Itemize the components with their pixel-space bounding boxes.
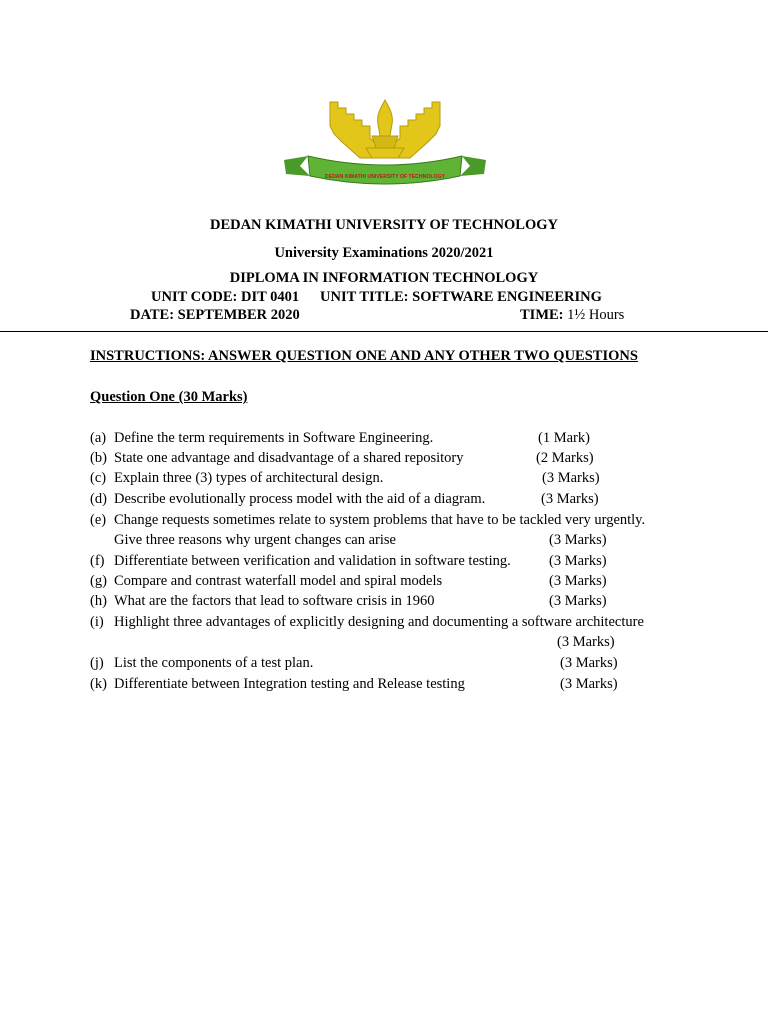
question-label: (h) bbox=[90, 593, 107, 609]
question-text: State one advantage and disadvantage of a shared repository bbox=[114, 450, 464, 466]
question-label: (a) bbox=[90, 430, 107, 446]
time-label: TIME: bbox=[520, 307, 564, 323]
question-one-title: Question One (30 Marks) bbox=[90, 389, 248, 405]
question-marks-i: (3 Marks) bbox=[557, 634, 615, 650]
question-label: (g) bbox=[90, 573, 107, 589]
time-line bbox=[520, 307, 624, 324]
question-label: (d) bbox=[90, 491, 107, 507]
question-marks-g: (3 Marks) bbox=[549, 573, 607, 589]
question-marks-k: (3 Marks) bbox=[560, 676, 618, 692]
unit-code-line bbox=[151, 289, 299, 306]
question-label: (c) bbox=[90, 470, 107, 486]
question-text: Highlight three advantages of explicitly designing and documenting a software architecture bbox=[114, 614, 644, 630]
question-text: Differentiate between verification and validation in software testing. bbox=[114, 553, 511, 569]
exam-date: SEPTEMBER 2020 bbox=[177, 307, 300, 323]
question-text: List the components of a test plan. bbox=[114, 655, 314, 671]
question-label: (j) bbox=[90, 655, 104, 671]
question-text: Describe evolutionally process model with the aid of a diagram. bbox=[114, 491, 486, 507]
question-label: (f) bbox=[90, 553, 105, 569]
question-label: (e) bbox=[90, 512, 107, 528]
exam-session: University Examinations 2020/2021 bbox=[274, 245, 494, 261]
question-marks-f: (3 Marks) bbox=[549, 553, 607, 569]
question-label: (b) bbox=[90, 450, 107, 466]
question-marks-j: (3 Marks) bbox=[560, 655, 618, 671]
question-label: (i) bbox=[90, 614, 104, 630]
exam-duration: 1½ Hours bbox=[567, 307, 625, 323]
question-text: Compare and contrast waterfall model and spiral models bbox=[114, 573, 443, 589]
university-logo bbox=[280, 96, 490, 188]
header-divider bbox=[0, 331, 768, 332]
unit-code: DIT 0401 bbox=[240, 289, 300, 305]
question-text: Explain three (3) types of architectural design. bbox=[114, 470, 384, 486]
logo-emblem bbox=[330, 100, 440, 158]
unit-code-label: UNIT CODE: bbox=[151, 289, 238, 305]
question-marks-d: (3 Marks) bbox=[541, 491, 599, 507]
unit-title-line bbox=[320, 289, 602, 306]
question-label: (k) bbox=[90, 676, 107, 692]
question-marks-e: (3 Marks) bbox=[549, 532, 607, 548]
programme-name: DIPLOMA IN INFORMATION TECHNOLOGY bbox=[229, 270, 539, 286]
logo-ribbon-text: DEDAN KIMATHI UNIVERSITY OF TECHNOLOGY bbox=[324, 174, 446, 180]
date-line bbox=[130, 307, 300, 324]
date-label: DATE: bbox=[130, 307, 175, 323]
question-item-e-line2: Give three reasons why urgent changes can arise bbox=[114, 532, 396, 548]
question-marks-a: (1 Mark) bbox=[538, 430, 590, 446]
question-text: Change requests sometimes relate to system problems that have to be tackled very urgently. bbox=[114, 512, 646, 528]
question-marks-c: (3 Marks) bbox=[542, 470, 600, 486]
question-text: Differentiate between Integration testing and Release testing bbox=[114, 676, 465, 692]
question-text: What are the factors that lead to software crisis in 1960 bbox=[114, 593, 435, 609]
exam-instructions: INSTRUCTIONS: ANSWER QUESTION ONE AND ANY OTHER TWO QUESTIONS bbox=[90, 348, 638, 364]
unit-title-label: UNIT TITLE: bbox=[320, 289, 409, 305]
unit-title: SOFTWARE ENGINEERING bbox=[412, 289, 602, 305]
university-name: DEDAN KIMATHI UNIVERSITY OF TECHNOLOGY bbox=[209, 217, 559, 233]
question-marks-h: (3 Marks) bbox=[549, 593, 607, 609]
question-marks-b: (2 Marks) bbox=[536, 450, 594, 466]
question-text: Define the term requirements in Software Engineering. bbox=[114, 430, 434, 446]
